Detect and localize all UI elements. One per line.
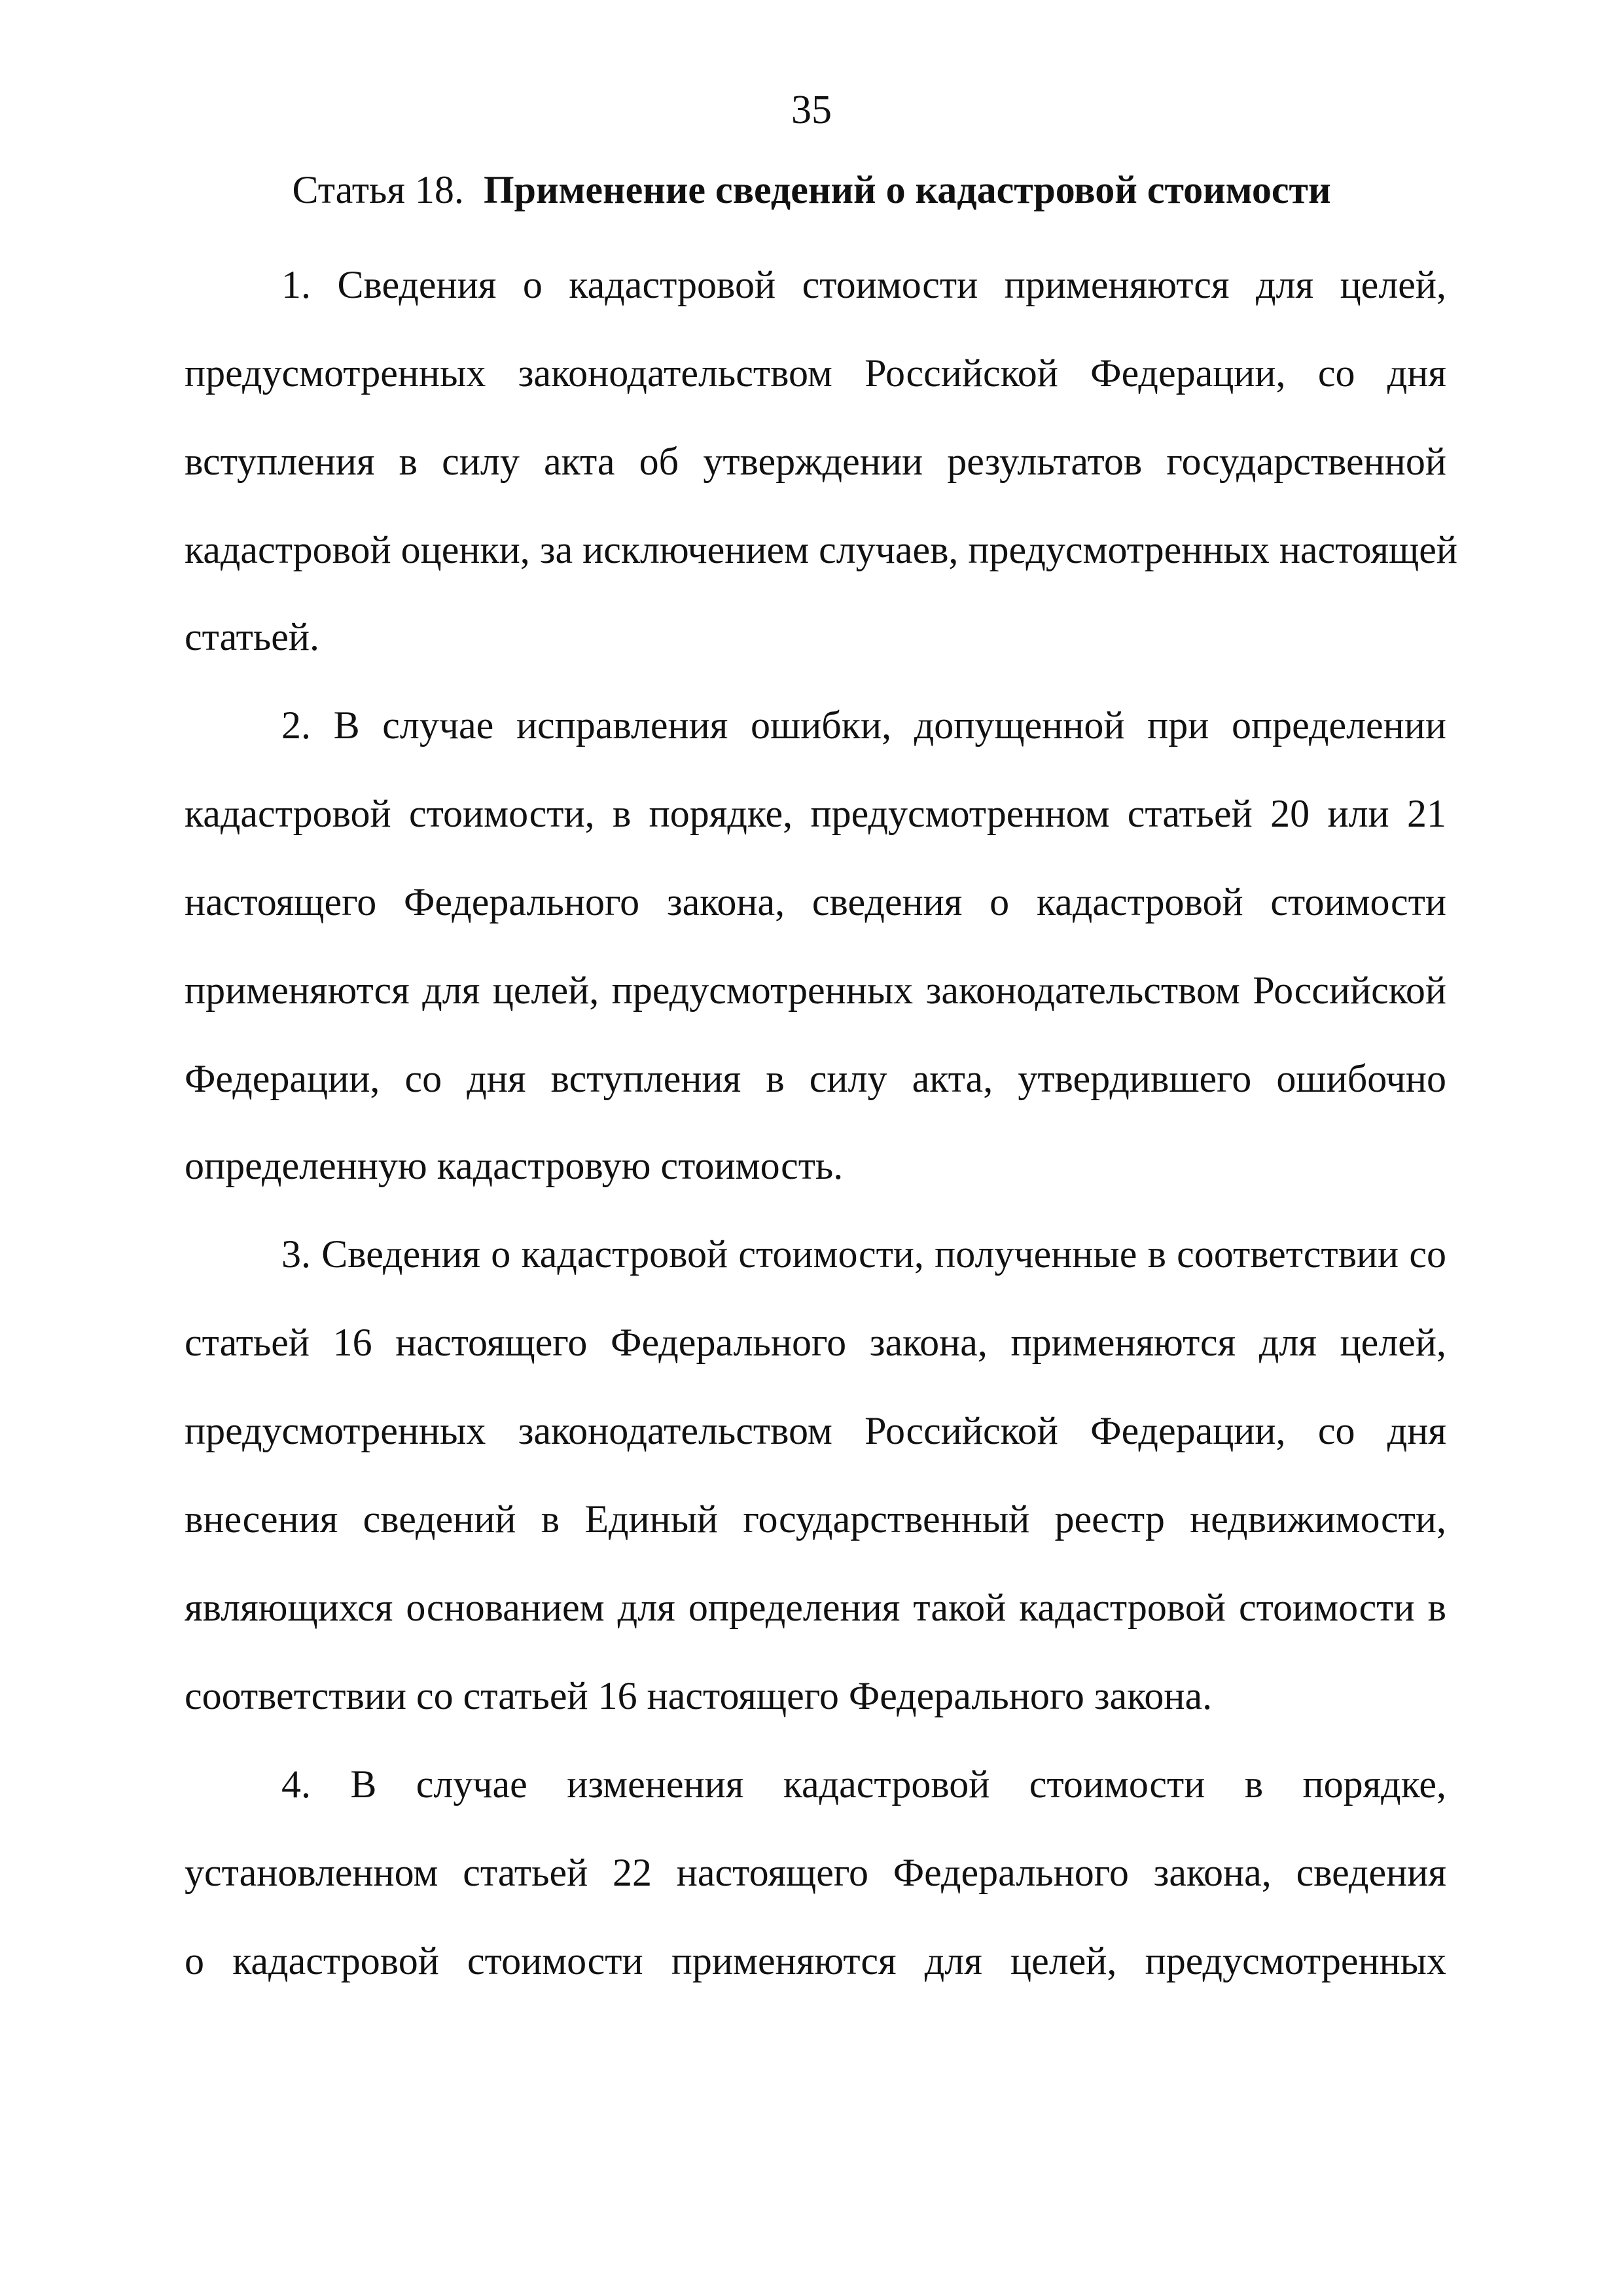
page-number: 35 <box>791 88 832 132</box>
article-heading <box>0 164 1623 216</box>
text-line: вступления в силу акта об утверждении результатов государственной <box>185 440 1446 483</box>
text-line: Федерации, со дня вступления в силу акта, утвердившего ошибочно <box>185 1057 1446 1100</box>
text-line: настоящего Федерального закона, сведения о кадастровой стоимости <box>185 880 1446 924</box>
text-line: определенную кадастровую стоимость. <box>185 1144 844 1187</box>
article-title: Применение сведений о кадастровой стоимости <box>483 168 1331 211</box>
text-line: внесения сведений в Единый государственный реестр недвижимости, <box>185 1498 1446 1541</box>
text-line: применяются для целей, предусмотренных законодательством Российской <box>185 969 1446 1012</box>
text-line: кадастровой стоимости, в порядке, предусмотренном статьей 20 или 21 <box>185 792 1446 835</box>
text-line: о кадастровой стоимости применяются для целей, предусмотренных <box>185 1939 1446 1982</box>
text-line: кадастровой оценки, за исключением случаев, предусмотренных настоящей <box>185 528 1458 571</box>
text-line: 4. В случае изменения кадастровой стоимости в порядке, <box>281 1763 1446 1806</box>
article-prefix: Статья 18. <box>292 168 464 211</box>
text-line: 2. В случае исправления ошибки, допущенной при определении <box>281 704 1446 747</box>
text-line: предусмотренных законодательством Российской Федерации, со дня <box>185 351 1446 395</box>
text-line: установленном статьей 22 настоящего Федерального закона, сведения <box>185 1851 1446 1894</box>
text-line: соответствии со статьей 16 настоящего Федерального закона. <box>185 1674 1213 1717</box>
text-line: статьей. <box>185 615 319 658</box>
text-line: 3. Сведения о кадастровой стоимости, полученные в соответствии со <box>281 1232 1446 1276</box>
text-line: статьей 16 настоящего Федерального закона, применяются для целей, <box>185 1321 1446 1364</box>
text-line: предусмотренных законодательством Российской Федерации, со дня <box>185 1409 1446 1452</box>
text-line: являющихся основанием для определения такой кадастровой стоимости в <box>185 1586 1446 1629</box>
text-line: 1. Сведения о кадастровой стоимости применяются для целей, <box>281 263 1446 306</box>
